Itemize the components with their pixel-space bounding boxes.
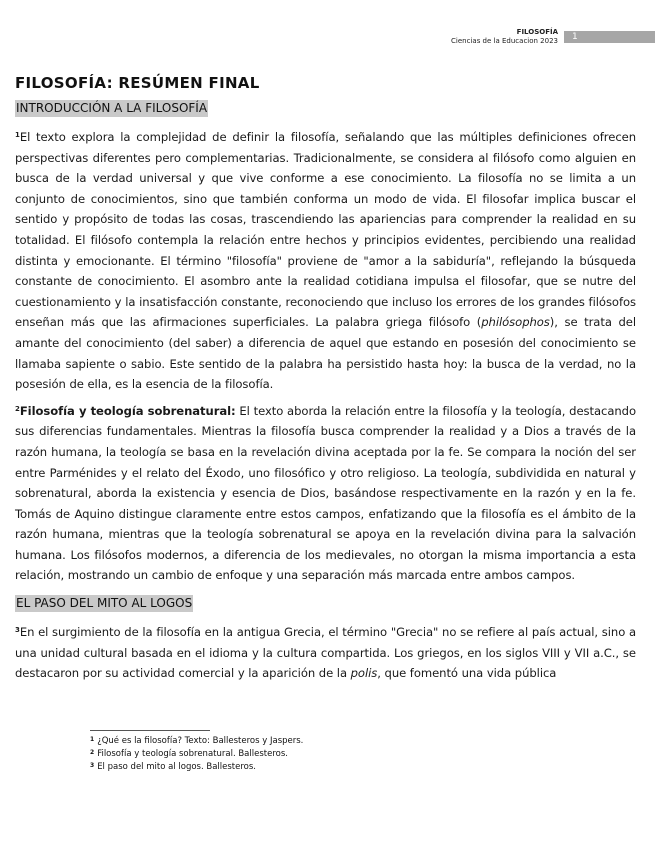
footnote-marker: 3: [90, 762, 95, 769]
footnote-text: Filosofía y teología sobrenatural. Ballesteros.: [97, 749, 288, 759]
footnote-ref[interactable]: 2: [15, 404, 20, 413]
header-subject: FILOSOFÍA: [516, 28, 558, 36]
paragraph-intro: [15, 125, 636, 395]
document-title: FILOSOFÍA: RESÚMEN FINAL: [15, 74, 260, 92]
footnote-text: El paso del mito al logos. Ballesteros.: [97, 762, 257, 772]
footnote-item: [90, 760, 490, 773]
paragraph-teologia: [15, 399, 636, 586]
paragraph-text: , que fomentó una vida pública: [377, 666, 557, 681]
footnotes: [90, 730, 490, 773]
italic-term: philósophos: [481, 315, 550, 330]
header-text: [451, 28, 558, 46]
footnote-ref[interactable]: 3: [15, 626, 20, 635]
footnote-item: [90, 734, 490, 747]
footnote-marker: 1: [90, 736, 95, 743]
document-body: [15, 74, 636, 688]
footnote-ref[interactable]: 1: [15, 131, 20, 139]
paragraph-lead: Filosofía y teología sobrenatural:: [19, 403, 236, 418]
section-heading-introduccion: INTRODUCCIÓN A LA FILOSOFÍA: [16, 101, 208, 115]
page-header: [0, 28, 655, 50]
footnote-text: ¿Qué es la filosofía? Texto: Ballesteros y Jaspers.: [97, 736, 304, 746]
paragraph-mito: [15, 620, 636, 684]
header-course: Ciencias de la Educacion 2023: [451, 37, 558, 45]
paragraph-text: El texto explora la complejidad de definir la filosofía, señalando que las múltiples definiciones ofrecen perspectivas diferentes pero complementarias. Tradicionalmente, se considera al filósofo como alguien en busca de la verdad universal y que vive conforme a ese conocimiento. La filosofía no se limita a un conjunto de conocimientos, sino que también conforma un modo de vida. El filosofar implica buscar el sentido y propósito de todas las cosas, trascendiendo las apariencias para comprender la realidad en su totalidad. El filósofo contempla la relación entre hechos y principios evidentes, percibiendo una realidad distinta y emocionante. El término "filosofía" proviene de "amor a la sabiduría", reflejando la búsqueda constante de conocimiento. El asombro ante la realidad cotidiana impulsa el filosofar, que se nutre del cuestionamiento y la insatisfacción constante, reconociendo que incluso los errores de los grandes filósofos enseñan más que las afirmaciones superficiales. La palabra griega filósofo (: [15, 130, 636, 330]
footnote-divider: [90, 730, 210, 731]
italic-term: polis: [350, 666, 378, 681]
paragraph-text: En el surgimiento de la filosofía en la antigua Grecia, el término "Grecia" no se refiere al país actual, sino a una unidad cultural basada en el idioma y la cultura compartida. Los griegos, en los siglos VIII y VII a.C., se destacaron por su actividad comercial y la aparición de la: [15, 625, 636, 681]
page-number: 1: [564, 31, 655, 43]
footnote-item: [90, 747, 490, 760]
paragraph-text: El texto aborda la relación entre la filosofía y la teología, destacando sus diferencias fundamentales. Mientras la filosofía busca comprender la realidad y a Dios a través de la razón humana, la teología se basa en la revelación divina aceptada por la fe. Se compara la noción del ser entre Parménides y el relato del Éxodo, uno filosófico y otro religioso. La teología, subdividida en natural y sobrenatural, aborda la existencia y esencia de Dios, basándose respectivamente en la razón y en la fe. Tomás de Aquino distingue claramente entre estos campos, enfatizando que la filosofía es el ámbito de la razón humana, mientras que la teología sobrenatural se apoya en la revelación divina para la salvación humana. Los filósofos modernos, a diferencia de los medievales, no otorgan la misma importancia a esta relación, mostrando un cambio de enfoque y una separación más marcada entre ambos campos.: [15, 403, 637, 583]
footnote-marker: 2: [90, 749, 95, 756]
paragraph-text: ), se trata del amante del conocimiento (del saber) a diferencia de aquel que estando en posesión del conocimiento se llamaba sapiente o sabio. Este sentido de la palabra ha persistido hasta hoy: la busca de la verdad, no la posesión de ella, es la esencia de la filosofía.: [15, 315, 636, 392]
section-heading-mito-logos: EL PASO DEL MITO AL LOGOS: [16, 596, 193, 611]
